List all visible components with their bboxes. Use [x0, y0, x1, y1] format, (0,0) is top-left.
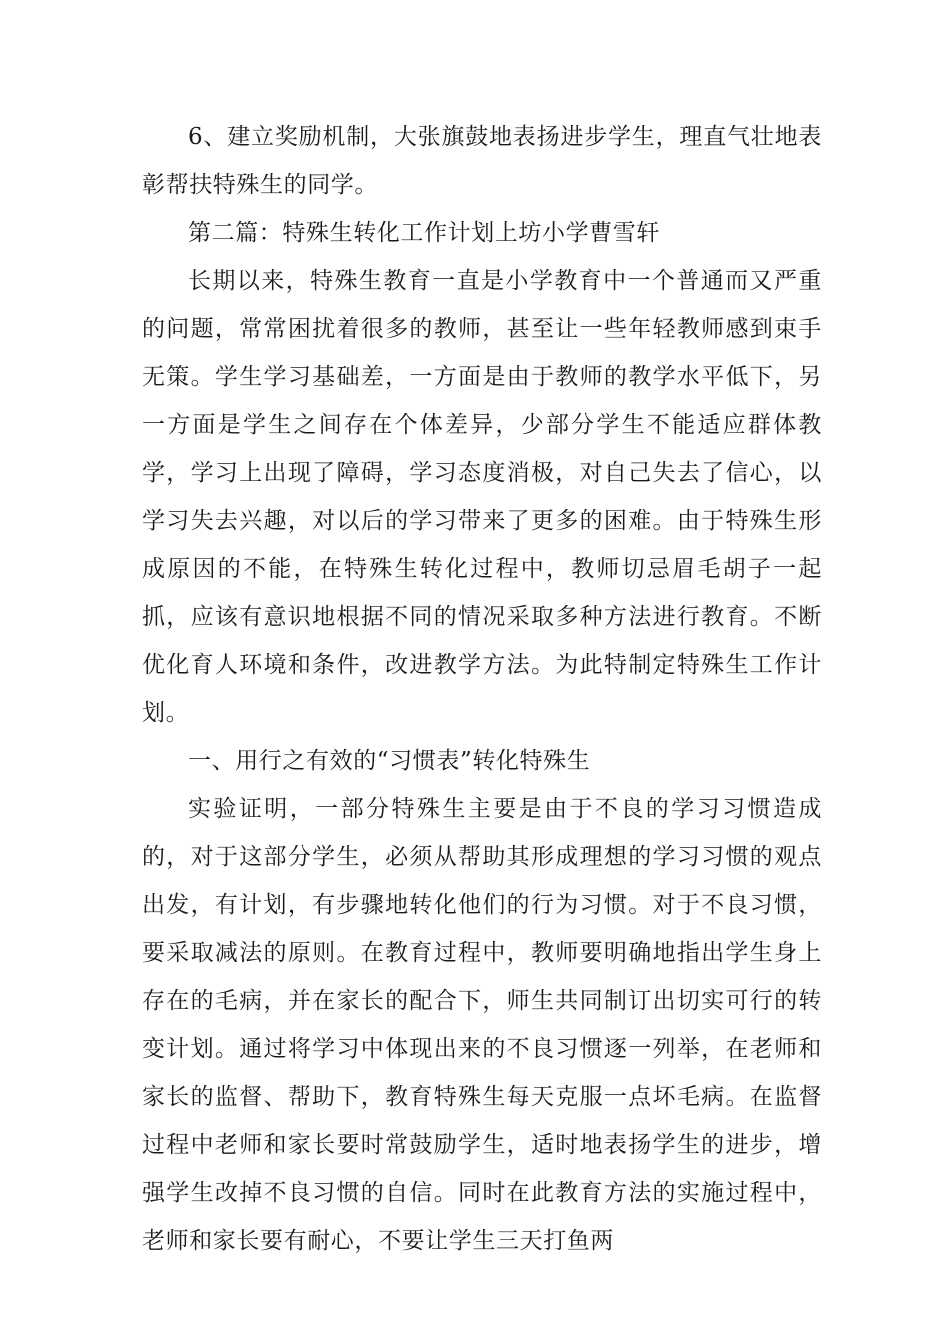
paragraph-habit-method: 实验证明，一部分特殊生主要是由于不良的学习习惯造成的，对于这部分学生，必须从帮助其形成理想的学习习惯的观点出发，有计划，有步骤地转化他们的行为习惯。对于不良习惯，要采取减法的原则。在教育过程中，教师要明确地指出学生身上存在的毛病，并在家长的配合下，师生共同制订出切实可行的转变计划。通过将学习中体现出来的不良习惯逐一列举，在老师和家长的监督、帮助下，教育特殊生每天克服一点坏毛病。在监督过程中老师和家长要时常鼓励学生，适时地表扬学生的进步，增强学生改掉不良习惯的自信。同时在此教育方法的实施过程中，老师和家长要有耐心，不要让学生三天打鱼两	[142, 796, 822, 1254]
document-body	[142, 113, 822, 1265]
paragraph-reward-mechanism: 6、建立奖励机制，大张旗鼓地表扬进步学生，理直气壮地表彰帮扶特殊生的同学。	[142, 124, 822, 198]
section-heading-part-two: 第二篇：特殊生转化工作计划上坊小学曹雪轩	[188, 220, 660, 246]
paragraph-introduction: 长期以来，特殊生教育一直是小学教育中一个普通而又严重的问题，常常困扰着很多的教师，甚至让一些年轻教师感到束手无策。学生学习基础差，一方面是由于教师的教学水平低下，另一方面是学生之间存在个体差异，少部分学生不能适应群体教学，学习上出现了障碍，学习态度消极，对自己失去了信心，以学习失去兴趣，对以后的学习带来了更多的困难。由于特殊生形成原因的不能，在特殊生转化过程中，教师切忌眉毛胡子一起抓，应该有意识地根据不同的情况采取多种方法进行教育。不断优化育人环境和条件，改进教学方法。为此特制定特殊生工作计划。	[142, 268, 822, 726]
subheading-habit-table: 一、用行之有效的“习惯表”转化特殊生	[188, 748, 591, 774]
